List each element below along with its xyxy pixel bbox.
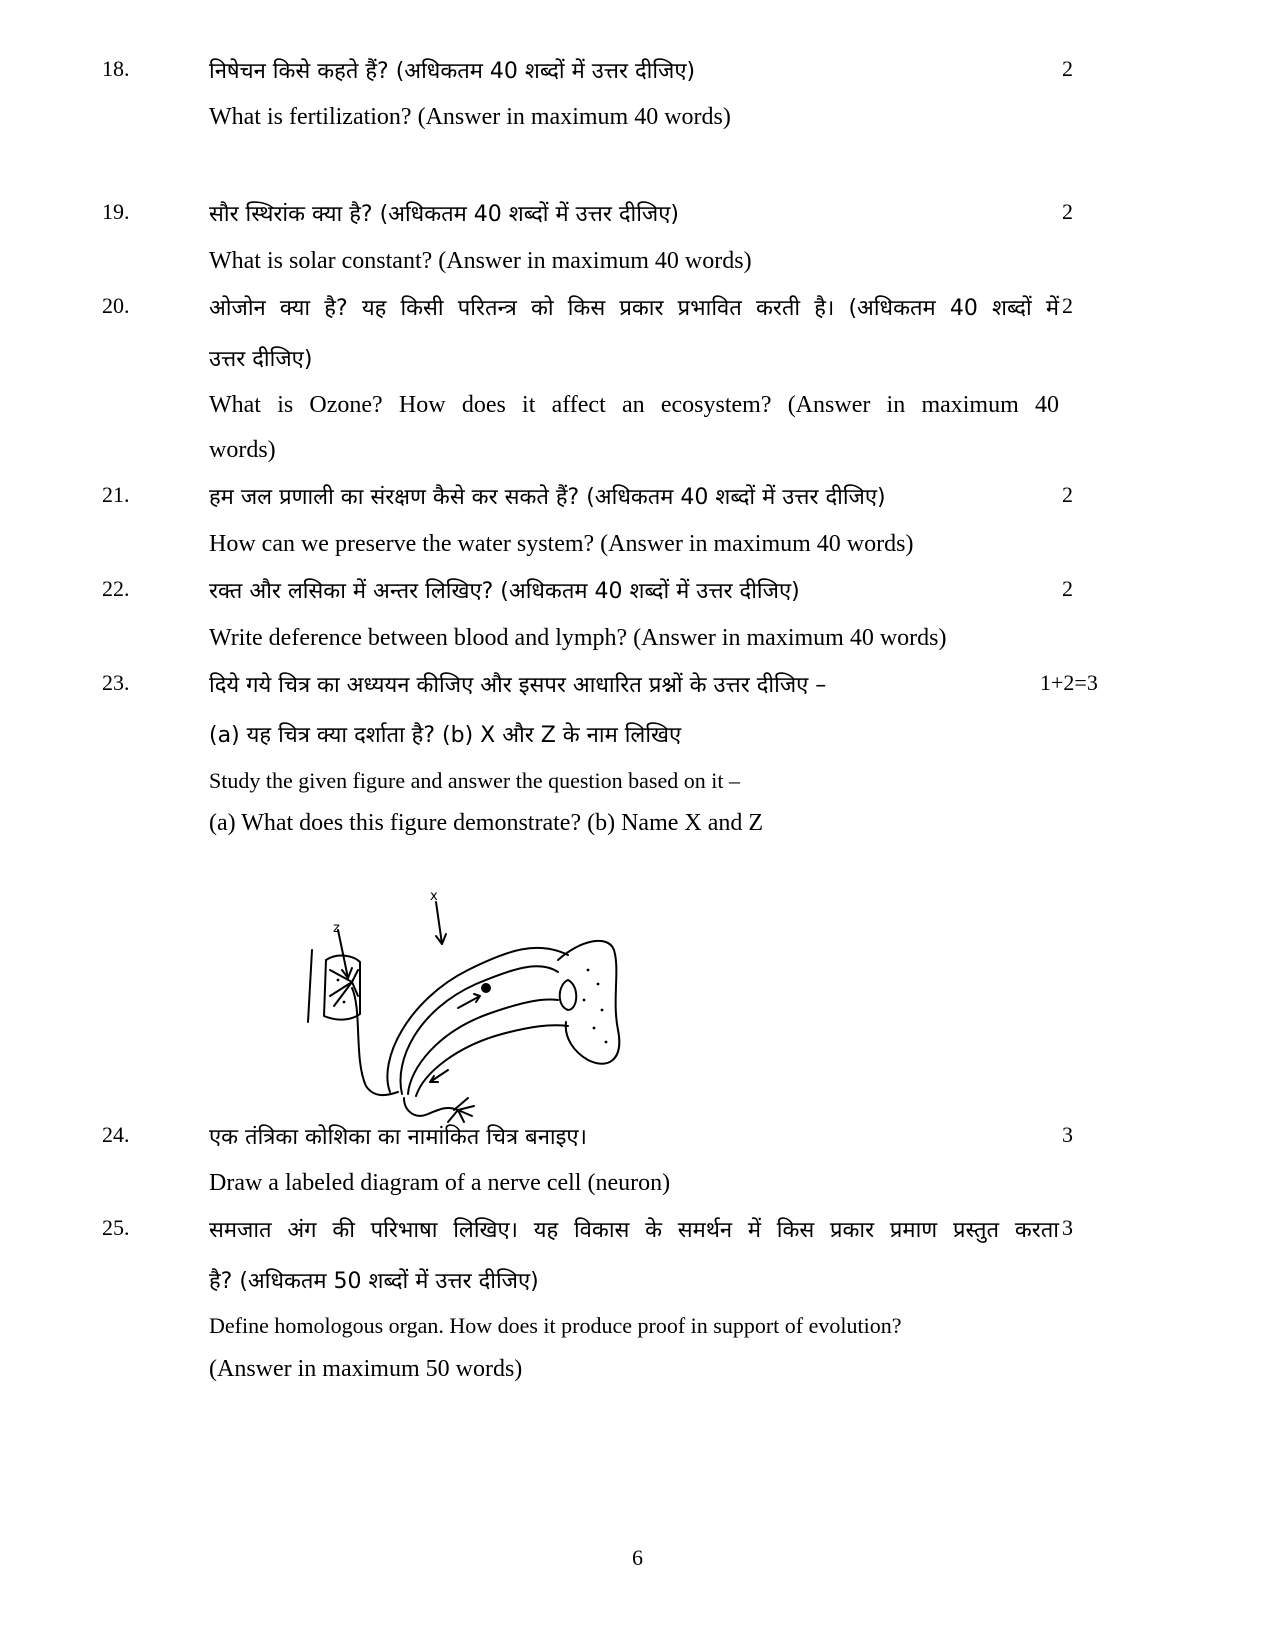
question-text-hindi: सौर स्थिरांक क्या है? (अधिकतम 40 शब्दों में उत्तर दीजिए) [209,202,679,227]
nerve-bundle-inner-top [401,966,558,1094]
stipple-dot [601,1009,604,1012]
question-text-hindi: निषेचन किसे कहते हैं? (अधिकतम 40 शब्दों में उत्तर दीजिए) [209,59,696,84]
question-text-english: What is fertilization? (Answer in maximum 40 words) [209,104,731,130]
ganglion-dot [482,984,490,992]
question-text-hindi: उत्तर दीजिए) [209,347,313,372]
question-text-hindi: है? (अधिकतम 50 शब्दों में उत्तर दीजिए) [209,1269,539,1294]
question-number: 23. [102,670,130,695]
question-text-english: Study the given figure and answer the question based on it – [209,768,740,793]
question-text-english: Draw a labeled diagram of a nerve cell (neuron) [209,1170,671,1196]
question-number: 20. [102,293,130,318]
question-marks: 2 [1062,576,1073,601]
question-text-english: words) [209,437,276,463]
question-marks: 2 [1062,293,1073,318]
stipple-dot [605,1041,608,1044]
question-marks: 1+2=3 [1040,670,1098,695]
question-number: 22. [102,576,130,601]
question-text-english: Define homologous organ. How does it produce proof in support of evolution? [209,1313,902,1338]
question-text-english: What is solar constant? (Answer in maximum 40 words) [209,248,752,274]
spinal-cord-outline [558,941,619,1064]
question-text-english: What is Ozone? How does it affect an ecosystem? (Answer in maximum 40 [209,392,1059,418]
effector-nerve-endings [448,1098,474,1122]
reflex-arc-figure [318,889,648,1130]
question-text-english: How can we preserve the water system? (Answer in maximum 40 words) [209,531,914,557]
sensory-nerve [352,988,398,1095]
stipple-dot [583,999,586,1002]
question-text-english: Write deference between blood and lymph? (Answer in maximum 40 words) [209,625,947,651]
question-text-hindi: ओजोन क्या है? यह किसी परितन्त्र को किस प्रकार प्रभावित करती है। (अधिकतम 40 शब्दों में [209,296,1059,321]
question-subparts-hindi: (a) यह चित्र क्या दर्शाता है? (b) X और Z के नाम लिखिए [209,723,682,748]
figure-label-z: z [333,921,340,936]
question-number: 19. [102,199,130,224]
impulse-direction-arrow [458,994,480,1008]
receptor-outline [308,950,312,1022]
question-text-hindi: एक तंत्रिका कोशिका का नामांकित चित्र बनाइए। [209,1125,587,1150]
question-text-hindi: रक्त और लसिका में अन्तर लिखिए? (अधिकतम 40 शब्दों में उत्तर दीजिए) [209,579,800,604]
question-number: 21. [102,482,130,507]
stipple-dot [593,1027,596,1030]
question-text-hindi: हम जल प्रणाली का संरक्षण कैसे कर सकते हैं? (अधिकतम 40 शब्दों में उत्तर दीजिए) [209,485,886,510]
stipple-dot [587,969,590,972]
figure-label-x: x [430,889,438,904]
spinal-cord-grey-matter [560,980,577,1010]
page-number: 6 [632,1545,643,1570]
question-text-english: (Answer in maximum 50 words) [209,1356,523,1382]
question-number: 18. [102,56,130,81]
nerve-bundle-outer-bottom [416,1025,568,1096]
question-number: 24. [102,1122,130,1147]
question-marks: 3 [1062,1215,1073,1240]
question-marks: 3 [1062,1122,1073,1147]
stipple-dot [337,979,340,982]
question-text-hindi: दिये गये चित्र का अध्ययन कीजिए और इसपर आधारित प्रश्नों के उत्तर दीजिए – [209,673,827,698]
question-marks: 2 [1062,482,1073,507]
receptor-nerve-endings [330,970,358,1006]
question-number: 25. [102,1215,130,1240]
motor-nerve [404,1098,458,1116]
question-marks: 2 [1062,199,1073,224]
question-subparts-english: (a) What does this figure demonstrate? (b) Name X and Z [209,810,764,836]
stipple-dot [343,1001,346,1004]
question-text-hindi: समजात अंग की परिभाषा लिखिए। यह विकास के समर्थन में किस प्रकार प्रमाण प्रस्तुत करता [209,1218,1059,1243]
question-marks: 2 [1062,56,1073,81]
stipple-dot [597,983,600,986]
